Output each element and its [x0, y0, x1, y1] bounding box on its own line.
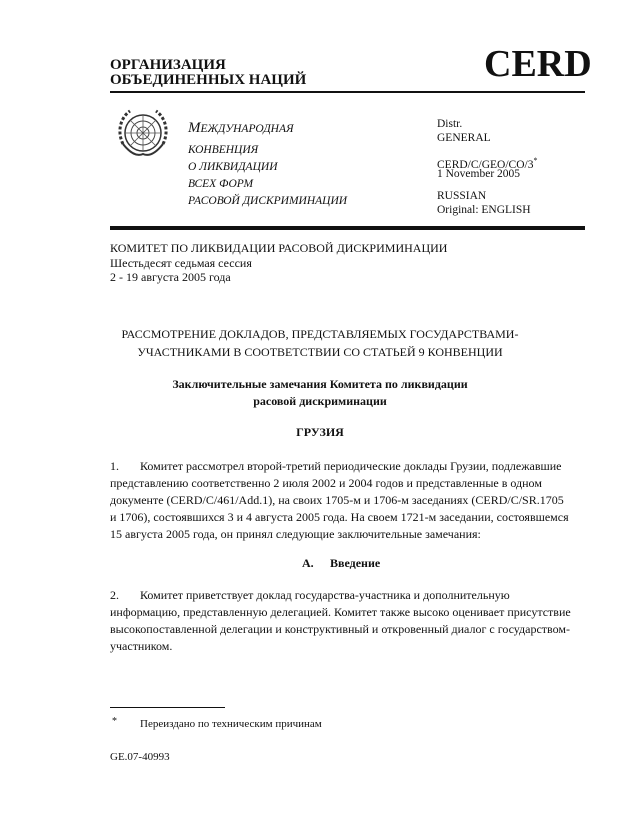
- subtitle: Заключительные замечания Комитета по ликвидации: [172, 377, 468, 391]
- paragraph-line: информацию, представленную делегацией. Комитет также высоко оценивает присутствие: [110, 605, 571, 619]
- paragraph-line: представлению соответственно 2 июля 2002 и 2004 годов и представленные в одном: [110, 476, 542, 490]
- paragraph-line: высокопоставленной делегации и конструктивный и откровенный диалог с государством-: [110, 622, 570, 636]
- country-heading: ГРУЗИЯ: [296, 425, 344, 439]
- convention-line: ВСЕХ ФОРМ: [188, 178, 254, 190]
- convention-line: РАСОВОЙ ДИСКРИМИНАЦИИ: [188, 195, 348, 207]
- doc-symbol: CERD/C/GEO/CO/3*: [437, 156, 538, 171]
- job-number: GE.07-40993: [110, 751, 170, 763]
- convention-line: КОНВЕНЦИЯ: [188, 144, 259, 156]
- paragraph-line: Комитет рассмотрел второй-третий периодические доклады Грузии, подлежавшие: [140, 459, 562, 473]
- paragraph-number: 1.: [110, 459, 119, 473]
- session: Шестьдесят седьмая сессия: [110, 256, 252, 270]
- document-title: УЧАСТНИКАМИ В СООТВЕТСТВИИ СО СТАТЬЕЙ 9 КОНВЕНЦИИ: [137, 345, 503, 359]
- paragraph-number: 2.: [110, 588, 119, 602]
- section-letter: А.: [302, 556, 314, 570]
- distr-label: Distr.: [437, 118, 463, 130]
- footnote-mark: *: [112, 716, 117, 727]
- footnote-rule: [110, 707, 225, 708]
- section-title: Введение: [330, 556, 381, 570]
- doc-language: RUSSIAN: [437, 190, 487, 202]
- document-title: РАССМОТРЕНИЕ ДОКЛАДОВ, ПРЕДСТАВЛЯЕМЫХ ГОСУДАРСТВАМИ-: [121, 327, 519, 341]
- paragraph-line: участником.: [110, 639, 173, 653]
- org-name: ОРГАНИЗАЦИЯ ОБЪЕДИНЕННЫХ НАЦИЙ: [110, 57, 307, 88]
- footnote-text: Переиздано по техническим причинам: [140, 718, 322, 730]
- header-rule: [110, 91, 585, 93]
- session-dates: 2 - 19 августа 2005 года: [110, 270, 231, 284]
- paragraph-line: документе (CERD/C/461/Add.1), на своих 1705-м и 1706-м заседаниях (CERD/C/SR.1705: [110, 493, 564, 507]
- subtitle: расовой дискриминации: [253, 394, 387, 408]
- convention-line: О ЛИКВИДАЦИИ: [188, 161, 278, 173]
- header-thick-rule: [110, 226, 585, 230]
- convention-title: МЕЖДУНАРОДНАЯ: [188, 120, 294, 136]
- paragraph-line: Комитет приветствует доклад государства-участника и дополнительную: [140, 588, 510, 602]
- committee-name: КОМИТЕТ ПО ЛИКВИДАЦИИ РАСОВОЙ ДИСКРИМИНАЦИИ: [110, 241, 448, 255]
- paragraph-line: 15 августа 2005 года, он принял следующие заключительные замечания:: [110, 527, 481, 541]
- document-symbol-heading: CERD: [484, 43, 592, 85]
- original-language: Original: ENGLISH: [437, 204, 531, 216]
- distr-value: GENERAL: [437, 132, 491, 144]
- paragraph-line: и 1706), состоявшихся 3 и 4 августа 2005 года. На своем 1721-м заседании, состоявшемся: [110, 510, 569, 524]
- un-emblem-icon: [114, 104, 172, 162]
- doc-date: 1 November 2005: [437, 168, 521, 180]
